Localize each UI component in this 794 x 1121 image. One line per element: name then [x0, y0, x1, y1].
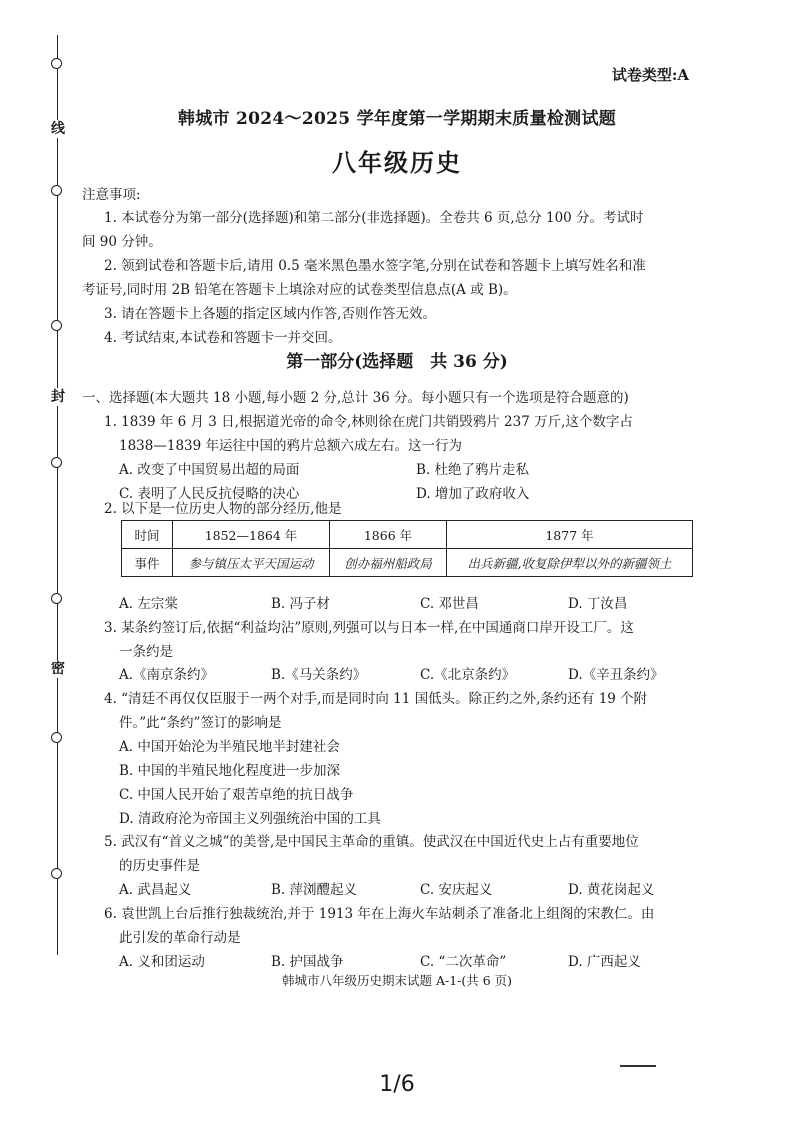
table-cell: 事件 — [122, 549, 173, 577]
q6-option-c: C. “二次革命” — [420, 954, 507, 970]
q3-stem: 3. 某条约签订后,依据“利益均沾”原则,列强可以与日本一样,在中国通商口岸开设工厂。这 — [104, 620, 634, 636]
q3-option-a: A.《南京条约》 — [119, 667, 215, 683]
q2-option-d: D. 丁汝昌 — [568, 596, 628, 612]
q3-option-c: C.《北京条约》 — [420, 667, 516, 683]
table-cell: 创办福州船政局 — [330, 549, 447, 577]
q1-stem: 1. 1839 年 6 月 3 日,根据道光帝的命令,林则徐在虎门共销毁鸦片 237 万斤,这个数字占 — [104, 414, 633, 430]
notes-line: 1. 本试卷分为第一部分(选择题)和第二部分(非选择题)。全卷共 6 页,总分 100 分。考试时 — [104, 210, 644, 226]
q2-option-c: C. 邓世昌 — [420, 596, 479, 612]
notes-line: 考证号,同时用 2B 铅笔在答题卡上填涂对应的试卷类型信息点(A 或 B)。 — [82, 282, 517, 298]
q3-stem-cont: 一条约是 — [119, 644, 173, 660]
q6-option-b: B. 护国战争 — [271, 954, 344, 970]
q1-option-d: D. 增加了政府收入 — [416, 486, 530, 502]
q4-option-c: C. 中国人民开始了艰苦卓绝的抗日战争 — [119, 787, 354, 803]
section-intro: 一、选择题(本大题共 18 小题,每小题 2 分,总计 36 分。每小题只有一个选项是符合题意的) — [82, 390, 629, 406]
notes-line: 间 90 分钟。 — [82, 234, 162, 250]
q4-option-d: D. 清政府沦为帝国主义列强统治中国的工具 — [119, 811, 381, 827]
paper-type: 试卷类型:A — [611, 66, 689, 84]
notes-line: 4. 考试结束,本试卷和答题卡一并交回。 — [104, 330, 342, 346]
q6-stem-cont: 此引发的革命行动是 — [119, 930, 241, 946]
q1-option-b: B. 杜绝了鸦片走私 — [416, 462, 530, 478]
binding-circle — [51, 58, 62, 69]
q4-option-a: A. 中国开始沦为半殖民地半封建社会 — [119, 739, 340, 755]
margin-label-feng: 封 — [47, 388, 69, 406]
q6-option-a: A. 义和团运动 — [119, 954, 205, 970]
q2-stem: 2. 以下是一位历史人物的部分经历,他是 — [104, 501, 342, 517]
table-row — [122, 521, 693, 549]
q1-option-c: C. 表明了人民反抗侵略的决心 — [119, 486, 300, 502]
table-cell: 1866 年 — [330, 521, 447, 549]
q4-option-b: B. 中国的半殖民地化程度进一步加深 — [119, 763, 341, 779]
q1-option-a: A. 改变了中国贸易出超的局面 — [119, 462, 300, 478]
q2-option-a: A. 左宗棠 — [119, 596, 178, 612]
page-footer: 韩城市八年级历史期末试题 A-1-(共 6 页) — [281, 973, 513, 988]
binding-circle — [51, 593, 62, 604]
notes-line: 3. 请在答题卡上各题的指定区域内作答,否则作答无效。 — [104, 306, 436, 322]
binding-circle — [51, 868, 62, 879]
q3-option-d: D.《辛丑条约》 — [568, 667, 664, 683]
table-cell: 参与镇压太平天国运动 — [173, 549, 330, 577]
notes-line: 2. 领到试卷和答题卡后,请用 0.5 毫米黑色墨水签字笔,分别在试卷和答题卡上填写姓名和准 — [104, 258, 646, 274]
margin-label-mi: 密 — [47, 660, 69, 678]
table-cell: 1852—1864 年 — [173, 521, 330, 549]
notes-heading: 注意事项: — [82, 187, 141, 203]
subject-title: 八年级历史 — [332, 149, 462, 177]
page-indicator: 1/6 — [379, 1072, 415, 1097]
q5-option-d: D. 黄花岗起义 — [568, 882, 655, 898]
table-cell: 出兵新疆,收复除伊犁以外的新疆领土 — [447, 549, 693, 577]
binding-circle — [51, 732, 62, 743]
q4-stem-cont: 件。”此“条约”签订的影响是 — [119, 715, 282, 731]
scan-mark — [620, 1065, 656, 1067]
table-cell: 1877 年 — [447, 521, 693, 549]
q2-table — [121, 520, 693, 577]
q5-stem-cont: 的历史事件是 — [119, 858, 200, 874]
margin-label-xian: 线 — [47, 120, 69, 138]
binding-circle — [51, 320, 62, 331]
q1-stem-cont: 1838—1839 年运往中国的鸦片总额六成左右。这一行为 — [119, 438, 463, 454]
binding-circle — [51, 185, 62, 196]
q2-option-b: B. 冯子材 — [271, 596, 331, 612]
q5-option-c: C. 安庆起义 — [420, 882, 493, 898]
q3-option-b: B.《马关条约》 — [271, 667, 367, 683]
q6-stem: 6. 袁世凯上台后推行独裁统治,并于 1913 年在上海火车站刺杀了准备北上组阁的宋教仁。由 — [104, 906, 655, 922]
table-row — [122, 549, 693, 577]
q5-option-a: A. 武昌起义 — [119, 882, 192, 898]
binding-circle — [51, 457, 62, 468]
exam-title: 韩城市 2024～2025 学年度第一学期期末质量检测试题 — [177, 109, 617, 129]
section-title: 第一部分(选择题 共 36 分) — [286, 352, 508, 372]
q5-option-b: B. 萍浏醴起义 — [271, 882, 358, 898]
q4-stem: 4. “清廷不再仅仅臣服于一两个对手,而是同时向 11 国低头。除正约之外,条约还有 19 个附 — [104, 691, 648, 707]
q6-option-d: D. 广西起义 — [568, 954, 641, 970]
table-cell: 时间 — [122, 521, 173, 549]
q5-stem: 5. 武汉有“首义之城”的美誉,是中国民主革命的重镇。使武汉在中国近代史上占有重要地位 — [104, 834, 639, 850]
